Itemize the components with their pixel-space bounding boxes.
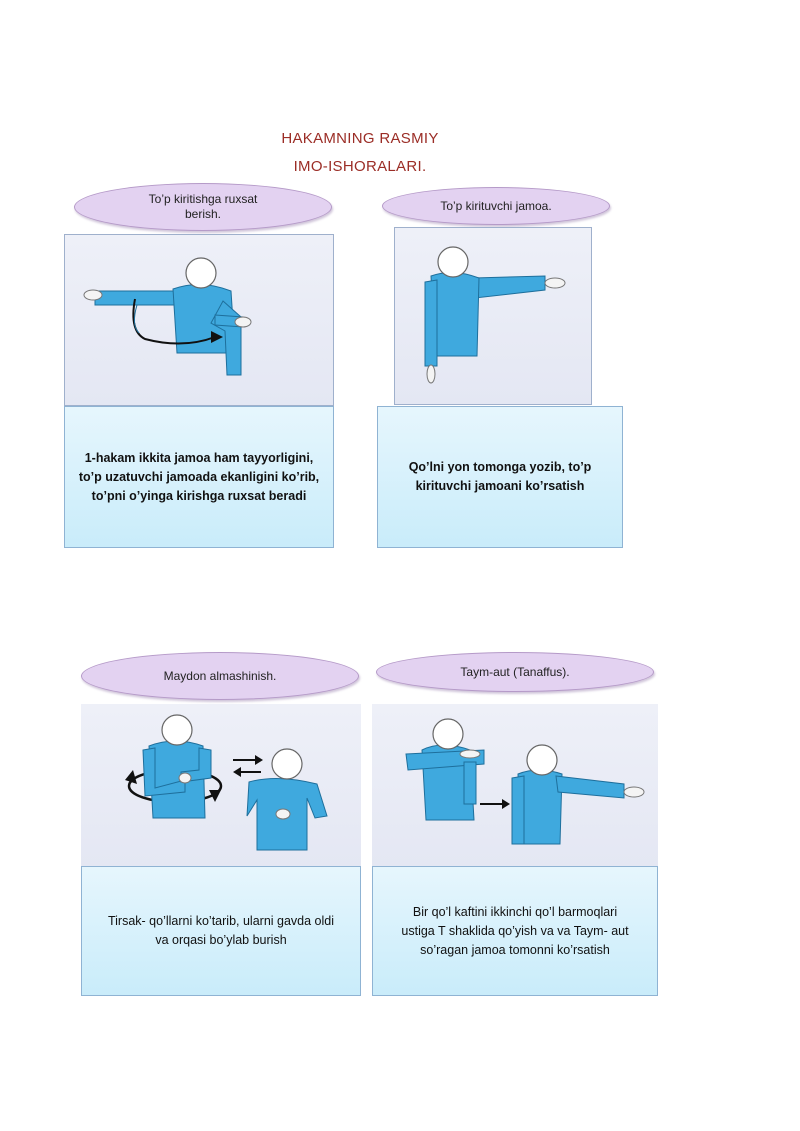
signal-3-label-text: Maydon almashinish. bbox=[163, 668, 277, 683]
signal-3-caption-line-1: Tirsak- qo’llarni ko’tarib, ularni gavda oldi bbox=[107, 914, 335, 928]
signal-2-illustration bbox=[394, 227, 592, 405]
signal-1-illustration bbox=[64, 234, 334, 406]
signal-1-label-line-1: To’p kiritishga ruxsat bbox=[148, 192, 258, 206]
signal-2-label-text: To’p kirituvchi jamoa. bbox=[440, 198, 552, 213]
page-title bbox=[200, 128, 520, 178]
signal-1-caption-line-3: to’pni o’yinga kirishga ruxsat beradi bbox=[91, 488, 307, 503]
referee-figure-1 bbox=[65, 235, 335, 407]
signal-2-label bbox=[382, 187, 610, 225]
signal-2-caption bbox=[377, 406, 623, 548]
signal-1-caption-line-1: 1-hakam ikkita jamoa ham tayyorligini, bbox=[84, 450, 314, 465]
signal-4-label-text: Taym-aut (Tanaffus). bbox=[460, 664, 570, 679]
signal-4-caption-line-2: ustiga T shaklida qo’yish va va Taym- aut bbox=[401, 923, 629, 938]
signal-3-caption bbox=[81, 866, 361, 996]
signal-4-caption-line-1: Bir qo’l kaftini ikkinchi qo’l barmoqlari bbox=[412, 904, 618, 919]
signal-2-caption-line-1: Qo’lni yon tomonga yozib, to’p bbox=[408, 460, 592, 474]
signal-4-caption-line-3: so’ragan jamoa tomonni ko’rsatish bbox=[420, 942, 610, 957]
signal-3-label bbox=[81, 652, 359, 700]
signal-2-caption-line-2: kirituvchi jamoani ko’rsatish bbox=[415, 479, 585, 493]
referee-figure-2 bbox=[395, 228, 593, 406]
signal-4-label bbox=[376, 652, 654, 692]
signal-4-caption bbox=[372, 866, 658, 996]
signal-1-label-line-2: berish. bbox=[184, 207, 222, 221]
signal-3-caption-line-2: va orqasi bo’ylab burish bbox=[155, 933, 287, 947]
signal-1-label bbox=[74, 183, 332, 231]
signal-1-caption bbox=[64, 406, 334, 548]
title-line-2: IMO-ISHORALARI. bbox=[293, 158, 427, 175]
signal-4-illustration bbox=[372, 704, 658, 868]
referee-figures-3 bbox=[81, 704, 361, 868]
title-line-1: HAKAMNING RASMIY bbox=[281, 130, 439, 147]
signal-3-illustration bbox=[81, 704, 361, 868]
referee-figures-4 bbox=[372, 704, 658, 868]
signal-1-caption-line-2: to’p uzatuvchi jamoada ekanligini ko’rib, bbox=[78, 469, 320, 484]
